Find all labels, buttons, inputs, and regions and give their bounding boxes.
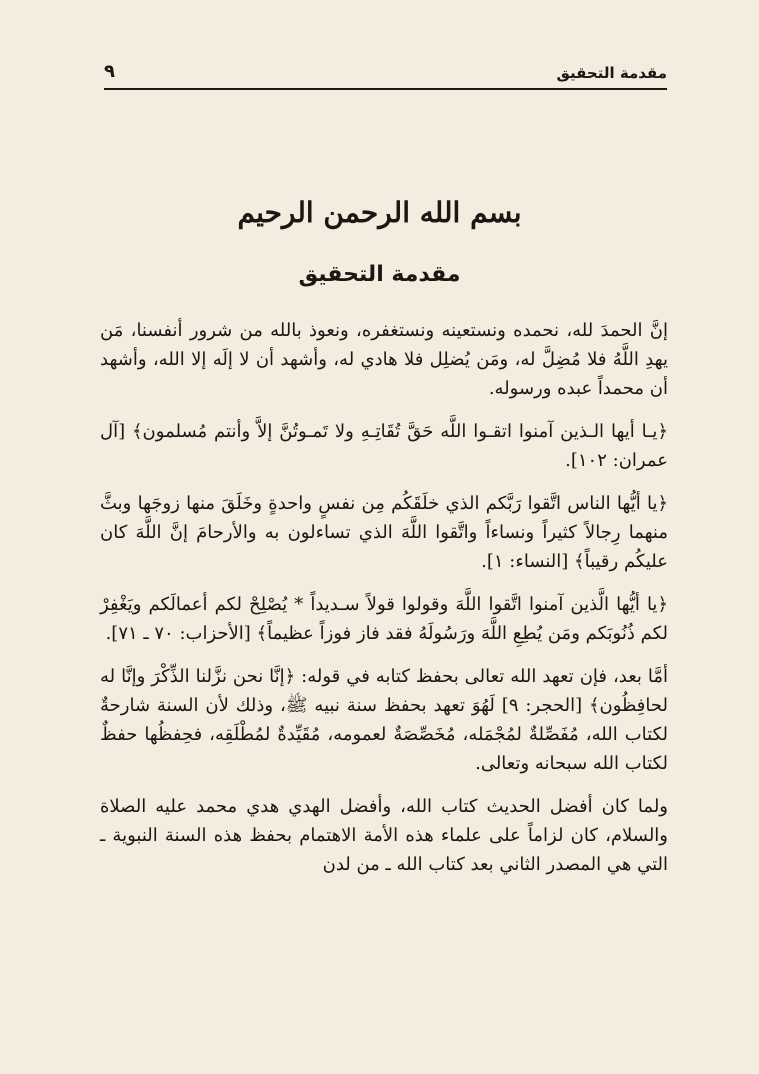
paragraph: ﴿يا أيُّها الَّذين آمنوا اتَّقوا اللَّهَ وقولوا قولاً سـديداً * يُصْلِحْ لكم أعمالَكم ويَغْفِرْ لكم ذُنُوبَكم ومَن يُطِعِ اللَّهَ ورَسُولَهُ فقد فاز فوزاً عظيماً﴾ [الأحزاب: ٧٠ ـ ٧١]. <box>100 594 668 644</box>
paragraph: ﴿يـا أيها الـذين آمنوا اتقـوا اللَّه حَقَّ تُقَاتِـهِ ولا تَمـوتُنَّ إلاَّ وأنتم مُسلمون﴾ [آل عمران: ١٠٢]. <box>100 421 668 471</box>
section-title: مقدمة التحقيق <box>298 262 461 287</box>
paragraph: إنَّ الحمدَ لله، نحمده ونستعينه ونستغفره، ونعوذ بالله من شرور أنفسنا، مَن يهدِ اللَّهُ فلا مُضِلَّ له، ومَن يُضلِل فلا هادي له، وأشهد أن لا إلَه إلا الله، وأشهد أن محمداً عبده ورسوله. <box>100 320 668 399</box>
page-header <box>104 58 667 90</box>
paragraph: ولما كان أفضل الحديث كتاب الله، وأفضل الهدي هدي محمد عليه الصلاة والسلام، كان لزاماً على علماء هذه الأمة الاهتمام بحفظ هذه السنة النبوية ـ التي هي المصدر الثاني بعد كتاب الله ـ من لدن <box>100 796 668 875</box>
basmala-calligraphy: بسم الله الرحمن الرحيم <box>237 196 522 229</box>
running-title: مقدمة التحقيق <box>556 64 667 82</box>
paragraph: ﴿يا أيُّها الناس اتَّقوا رَبَّكم الذي خلَقَكُم مِن نفسٍ واحدةٍ وخَلَقَ منها زوجَها وبثَّ منهما رِجالاً كثيراً ونساءاً واتَّقوا اللَّهَ الذي تساءلون به والأرحامَ إنَّ اللَّهَ كان عليكُم رقيباً﴾ [النساء: ١]. <box>100 493 668 572</box>
body-text <box>100 316 668 893</box>
paragraph: أمَّا بعد، فإن تعهد الله تعالى بحفظ كتابه في قوله: ﴿إنَّا نحن نزَّلنا الذِّكْرَ وإنَّا له لحافِظُون﴾ [الحجر: ٩] لَهُوَ تعهد بحفظ سنة نبيه ﷺ، وذلك لأن السنة شارحةٌ لكتاب الله، مُفَصِّلةٌ لمُجْمَله، مُخَصِّصَةٌ لعمومه، مُقَيِّدةٌ لمُطْلَقِه، فحِفظُها حفظٌ لكتاب الله سبحانه وتعالى. <box>100 666 668 774</box>
page-number: ٩ <box>104 61 115 82</box>
